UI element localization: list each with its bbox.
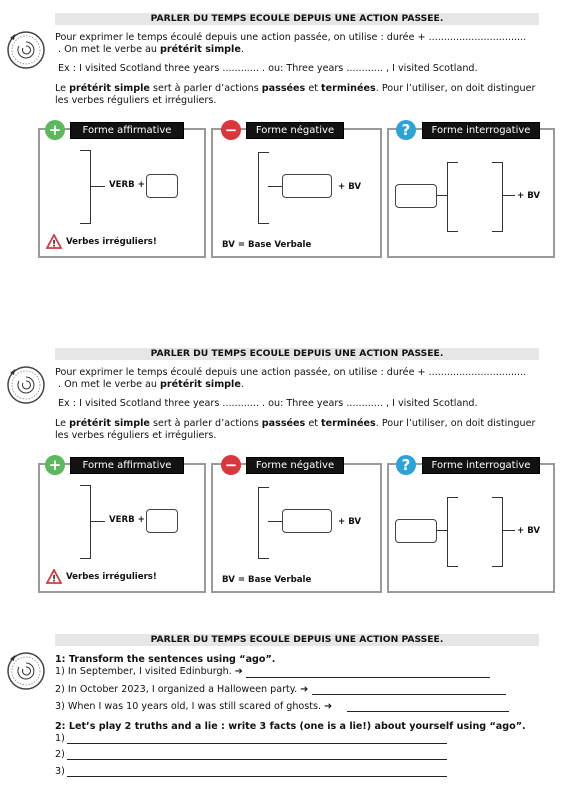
intro-line-2: . On met le verbe au prétérit simple. — [58, 379, 244, 390]
bracket — [80, 150, 91, 224]
answer-line[interactable] — [67, 759, 447, 760]
connector — [436, 530, 447, 531]
rule-line-1: Le prétérit simple sert à parler d’actions passées et terminées. Pour l’utiliser, on doit distinguer — [55, 83, 536, 94]
connector — [91, 186, 105, 187]
interrogative-title: Forme interrogative — [422, 457, 540, 474]
negative-title: Forme négative — [246, 122, 344, 139]
connector — [503, 530, 515, 531]
irregular-verbs-note: Verbes irréguliers! — [66, 237, 157, 247]
irregular-verbs-note: Verbes irréguliers! — [66, 572, 157, 582]
q2-title: 2: Let’s play 2 truths and a lie : write 3 facts (one is a lie!) about yourself using “ago”. — [55, 721, 526, 732]
q1-item-2: 2) In October 2023, I organized a Halloween party. ➔ — [55, 684, 309, 695]
verb-plus-label: VERB + — [109, 515, 145, 525]
minus-icon: − — [221, 120, 241, 140]
affirmative-title: Forme affirmative — [70, 122, 184, 139]
negative-title: Forme négative — [246, 457, 344, 474]
clock-icon — [6, 365, 46, 405]
plus-icon: + — [45, 455, 65, 475]
affirmative-title: Forme affirmative — [70, 457, 184, 474]
rule-line-2: les verbes réguliers et irréguliers. — [55, 95, 217, 106]
connector — [436, 195, 447, 196]
q2-item-1: 1) — [55, 733, 65, 744]
example-line: Ex : I visited Scotland three years ............ . ou: Three years ............ , I visited Scotland. — [58, 398, 478, 409]
plus-bv-label: + BV — [338, 517, 362, 527]
rule-line-2: les verbes réguliers et irréguliers. — [55, 430, 217, 441]
clock-icon — [6, 30, 46, 70]
section-title: PARLER DU TEMPS ECOULE DEPUIS UNE ACTION PASSEE. — [55, 13, 539, 25]
svg-text:!: ! — [51, 574, 57, 584]
blank-box — [282, 509, 332, 533]
plus-bv-label: + BV — [517, 526, 541, 536]
interrogative-title: Forme interrogative — [422, 122, 540, 139]
bracket — [447, 162, 458, 232]
blank-box — [146, 509, 178, 533]
warning-icon — [46, 234, 62, 249]
blank-box — [282, 174, 332, 198]
minus-icon: − — [221, 455, 241, 475]
bracket — [258, 152, 269, 224]
q1-item-1: 1) In September, I visited Edinburgh. ➔ — [55, 666, 243, 677]
verb-plus-label: VERB + — [109, 180, 145, 190]
connector — [503, 195, 515, 196]
q2-item-3: 3) — [55, 766, 65, 777]
question-icon: ? — [396, 120, 416, 140]
svg-text:!: ! — [51, 239, 57, 249]
intro-line-1: Pour exprimer le temps écoulé depuis une action passée, on utilise : durée + ................................ — [55, 367, 527, 378]
connector — [268, 186, 282, 187]
rule-line-1: Le prétérit simple sert à parler d’actions passées et terminées. Pour l’utiliser, on doit distinguer — [55, 418, 536, 429]
q2-item-2: 2) — [55, 749, 65, 760]
blank-box — [395, 519, 437, 543]
intro-line-1: Pour exprimer le temps écoulé depuis une action passée, on utilise : durée + ................................ — [55, 32, 527, 43]
answer-line[interactable] — [246, 677, 490, 678]
answer-line[interactable] — [67, 743, 447, 744]
blank-box — [146, 174, 178, 198]
plus-bv-label: + BV — [517, 191, 541, 201]
bracket — [258, 487, 269, 559]
blank-box — [395, 184, 437, 208]
bv-note: BV = Base Verbale — [222, 240, 312, 250]
connector — [91, 521, 105, 522]
answer-line[interactable] — [67, 776, 447, 777]
example-line: Ex : I visited Scotland three years ............ . ou: Three years ............ , I visited Scotland. — [58, 63, 478, 74]
q1-item-3: 3) When I was 10 years old, I was still scared of ghosts. ➔ — [55, 701, 333, 712]
warning-icon — [46, 569, 62, 584]
clock-icon — [6, 651, 46, 691]
plus-icon: + — [45, 120, 65, 140]
bracket — [447, 497, 458, 567]
answer-line[interactable] — [347, 711, 509, 712]
bracket — [492, 162, 503, 232]
connector — [268, 521, 282, 522]
section-title: PARLER DU TEMPS ECOULE DEPUIS UNE ACTION PASSEE. — [55, 348, 539, 360]
plus-bv-label: + BV — [338, 182, 362, 192]
question-icon: ? — [396, 455, 416, 475]
intro-line-2: . On met le verbe au prétérit simple. — [58, 44, 244, 55]
bracket — [80, 485, 91, 559]
q1-title: 1: Transform the sentences using “ago”. — [55, 654, 276, 665]
answer-line[interactable] — [312, 694, 506, 695]
bracket — [492, 497, 503, 567]
section-title: PARLER DU TEMPS ECOULE DEPUIS UNE ACTION PASSEE. — [55, 634, 539, 646]
bv-note: BV = Base Verbale — [222, 575, 312, 585]
